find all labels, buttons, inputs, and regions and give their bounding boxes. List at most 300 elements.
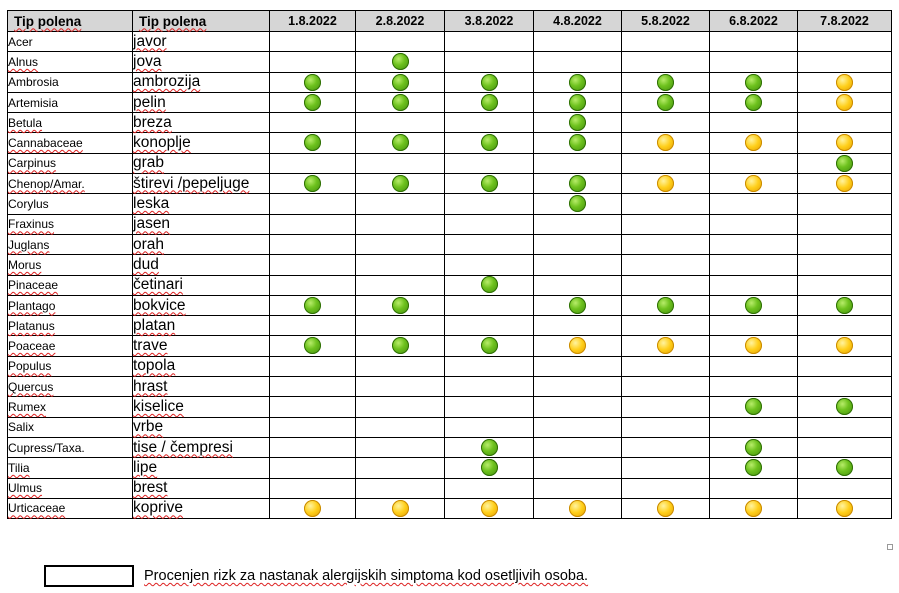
risk-cell — [356, 377, 445, 397]
risk-cell — [534, 397, 622, 417]
header-date: 7.8.2022 — [798, 11, 892, 32]
yellow-risk-dot-icon — [392, 500, 409, 517]
yellow-risk-dot-icon — [745, 500, 762, 517]
risk-cell — [356, 194, 445, 214]
risk-cell — [534, 72, 622, 92]
table-row — [8, 275, 892, 295]
risk-cell — [445, 316, 534, 336]
risk-cell — [534, 153, 622, 173]
yellow-risk-dot-icon — [657, 134, 674, 151]
risk-cell — [622, 356, 710, 376]
header-date: 6.8.2022 — [710, 11, 798, 32]
risk-cell — [534, 437, 622, 457]
yellow-risk-dot-icon — [745, 175, 762, 192]
risk-cell — [356, 113, 445, 133]
risk-cell — [798, 133, 892, 153]
risk-cell — [798, 275, 892, 295]
risk-cell — [270, 437, 356, 457]
risk-cell — [356, 356, 445, 376]
risk-cell — [534, 336, 622, 356]
table-row — [8, 214, 892, 234]
green-risk-dot-icon — [836, 297, 853, 314]
green-risk-dot-icon — [304, 175, 321, 192]
risk-cell — [710, 295, 798, 315]
yellow-risk-dot-icon — [745, 337, 762, 354]
yellow-risk-dot-icon — [304, 500, 321, 517]
latin-name: Morus — [8, 255, 133, 275]
green-risk-dot-icon — [657, 74, 674, 91]
green-risk-dot-icon — [392, 53, 409, 70]
risk-cell — [270, 214, 356, 234]
yellow-risk-dot-icon — [657, 500, 674, 517]
risk-cell — [270, 397, 356, 417]
serbian-name: jasen — [133, 214, 270, 234]
risk-cell — [798, 377, 892, 397]
risk-cell — [622, 397, 710, 417]
green-risk-dot-icon — [481, 439, 498, 456]
green-risk-dot-icon — [481, 175, 498, 192]
serbian-name: kiselice — [133, 397, 270, 417]
risk-cell — [710, 458, 798, 478]
risk-cell — [534, 92, 622, 112]
risk-cell — [710, 478, 798, 498]
yellow-risk-dot-icon — [569, 337, 586, 354]
risk-cell — [798, 255, 892, 275]
risk-cell — [270, 72, 356, 92]
risk-cell — [622, 437, 710, 457]
risk-cell — [445, 133, 534, 153]
serbian-name: grab — [133, 153, 270, 173]
table-row — [8, 133, 892, 153]
serbian-name: dud — [133, 255, 270, 275]
risk-cell — [622, 72, 710, 92]
latin-name: Betula — [8, 113, 133, 133]
risk-cell — [445, 397, 534, 417]
risk-cell — [534, 377, 622, 397]
latin-name: Artemisia — [8, 92, 133, 112]
header-date: 1.8.2022 — [270, 11, 356, 32]
risk-cell — [534, 113, 622, 133]
risk-cell — [270, 92, 356, 112]
risk-cell — [622, 336, 710, 356]
risk-cell — [710, 437, 798, 457]
risk-cell — [270, 295, 356, 315]
risk-cell — [798, 295, 892, 315]
green-risk-dot-icon — [304, 134, 321, 151]
table-row — [8, 174, 892, 194]
green-risk-dot-icon — [569, 94, 586, 111]
risk-cell — [798, 356, 892, 376]
risk-cell — [622, 255, 710, 275]
green-risk-dot-icon — [569, 74, 586, 91]
risk-cell — [445, 356, 534, 376]
latin-name: Acer — [8, 32, 133, 52]
serbian-name: konoplje — [133, 133, 270, 153]
risk-cell — [356, 234, 445, 254]
serbian-name: vrbe — [133, 417, 270, 437]
green-risk-dot-icon — [481, 94, 498, 111]
risk-cell — [270, 356, 356, 376]
green-risk-dot-icon — [836, 155, 853, 172]
risk-cell — [356, 336, 445, 356]
latin-name: Fraxinus — [8, 214, 133, 234]
table-row — [8, 194, 892, 214]
risk-cell — [622, 194, 710, 214]
header-date: 5.8.2022 — [622, 11, 710, 32]
risk-cell — [445, 214, 534, 234]
risk-cell — [356, 174, 445, 194]
serbian-name: leska — [133, 194, 270, 214]
serbian-name: jova — [133, 52, 270, 72]
risk-cell — [798, 478, 892, 498]
risk-cell — [534, 275, 622, 295]
risk-cell — [798, 92, 892, 112]
risk-cell — [534, 52, 622, 72]
risk-cell — [356, 498, 445, 518]
risk-cell — [445, 295, 534, 315]
risk-cell — [622, 316, 710, 336]
risk-cell — [622, 275, 710, 295]
risk-cell — [270, 194, 356, 214]
risk-cell — [798, 52, 892, 72]
green-risk-dot-icon — [304, 74, 321, 91]
risk-cell — [356, 133, 445, 153]
latin-name: Quercus — [8, 377, 133, 397]
table-row — [8, 234, 892, 254]
risk-cell — [356, 255, 445, 275]
green-risk-dot-icon — [392, 74, 409, 91]
risk-cell — [270, 234, 356, 254]
risk-cell — [710, 194, 798, 214]
risk-cell — [622, 214, 710, 234]
latin-name: Ambrosia — [8, 72, 133, 92]
serbian-name: bokvice — [133, 295, 270, 315]
risk-cell — [445, 52, 534, 72]
risk-cell — [622, 32, 710, 52]
yellow-risk-dot-icon — [836, 500, 853, 517]
green-risk-dot-icon — [657, 297, 674, 314]
header-date: 3.8.2022 — [445, 11, 534, 32]
latin-name: Tilia — [8, 458, 133, 478]
yellow-risk-dot-icon — [657, 337, 674, 354]
risk-cell — [710, 52, 798, 72]
risk-cell — [710, 32, 798, 52]
table-row — [8, 113, 892, 133]
latin-name: Corylus — [8, 194, 133, 214]
green-risk-dot-icon — [481, 276, 498, 293]
risk-cell — [356, 295, 445, 315]
risk-cell — [270, 113, 356, 133]
risk-cell — [534, 174, 622, 194]
risk-cell — [445, 478, 534, 498]
risk-cell — [270, 255, 356, 275]
risk-cell — [445, 377, 534, 397]
risk-cell — [445, 153, 534, 173]
risk-cell — [798, 153, 892, 173]
table-row — [8, 92, 892, 112]
risk-cell — [710, 174, 798, 194]
green-risk-dot-icon — [304, 94, 321, 111]
risk-cell — [622, 92, 710, 112]
risk-cell — [534, 498, 622, 518]
risk-cell — [534, 214, 622, 234]
pollen-table-body — [8, 32, 892, 519]
risk-cell — [622, 153, 710, 173]
risk-cell — [445, 417, 534, 437]
risk-cell — [622, 417, 710, 437]
green-risk-dot-icon — [657, 94, 674, 111]
green-risk-dot-icon — [304, 297, 321, 314]
serbian-name: javor — [133, 32, 270, 52]
green-risk-dot-icon — [836, 398, 853, 415]
risk-cell — [622, 498, 710, 518]
risk-cell — [622, 234, 710, 254]
legend-swatch — [44, 565, 134, 587]
risk-cell — [710, 92, 798, 112]
green-risk-dot-icon — [481, 337, 498, 354]
table-row — [8, 52, 892, 72]
green-risk-dot-icon — [745, 439, 762, 456]
yellow-risk-dot-icon — [836, 175, 853, 192]
risk-cell — [622, 478, 710, 498]
risk-cell — [270, 133, 356, 153]
risk-cell — [356, 397, 445, 417]
latin-name: Cupress/Taxa. — [8, 437, 133, 457]
risk-cell — [534, 234, 622, 254]
risk-cell — [356, 72, 445, 92]
green-risk-dot-icon — [392, 94, 409, 111]
table-row — [8, 437, 892, 457]
table-row — [8, 72, 892, 92]
risk-cell — [356, 437, 445, 457]
table-row — [8, 316, 892, 336]
latin-name: Rumex — [8, 397, 133, 417]
green-risk-dot-icon — [392, 175, 409, 192]
green-risk-dot-icon — [481, 134, 498, 151]
table-row — [8, 377, 892, 397]
pollen-table — [7, 10, 892, 519]
risk-cell — [445, 458, 534, 478]
risk-cell — [270, 377, 356, 397]
risk-cell — [622, 113, 710, 133]
risk-cell — [445, 32, 534, 52]
risk-cell — [622, 174, 710, 194]
risk-cell — [356, 92, 445, 112]
risk-cell — [798, 194, 892, 214]
header-date: 4.8.2022 — [534, 11, 622, 32]
risk-cell — [798, 498, 892, 518]
table-row — [8, 336, 892, 356]
risk-cell — [710, 72, 798, 92]
risk-cell — [710, 255, 798, 275]
latin-name: Alnus — [8, 52, 133, 72]
risk-cell — [445, 255, 534, 275]
serbian-name: ambrozija — [133, 72, 270, 92]
yellow-risk-dot-icon — [836, 74, 853, 91]
risk-cell — [622, 133, 710, 153]
risk-cell — [710, 316, 798, 336]
green-risk-dot-icon — [745, 459, 762, 476]
risk-cell — [356, 458, 445, 478]
risk-cell — [356, 153, 445, 173]
risk-cell — [534, 316, 622, 336]
risk-cell — [798, 174, 892, 194]
risk-cell — [710, 356, 798, 376]
risk-cell — [710, 336, 798, 356]
risk-cell — [798, 458, 892, 478]
table-resize-handle[interactable] — [887, 544, 893, 550]
risk-cell — [270, 478, 356, 498]
risk-cell — [534, 255, 622, 275]
header-date: 2.8.2022 — [356, 11, 445, 32]
legend-text: Procenjen rizk za nastanak alergijskih simptoma kod osetljivih osoba. — [144, 568, 589, 584]
green-risk-dot-icon — [392, 134, 409, 151]
yellow-risk-dot-icon — [836, 337, 853, 354]
latin-name: Cannabaceae — [8, 133, 133, 153]
green-risk-dot-icon — [569, 175, 586, 192]
table-row — [8, 458, 892, 478]
risk-cell — [445, 336, 534, 356]
risk-cell — [356, 316, 445, 336]
risk-cell — [710, 498, 798, 518]
risk-cell — [798, 72, 892, 92]
risk-cell — [710, 214, 798, 234]
risk-cell — [798, 417, 892, 437]
risk-cell — [534, 194, 622, 214]
risk-cell — [534, 478, 622, 498]
risk-cell — [534, 417, 622, 437]
risk-cell — [622, 295, 710, 315]
serbian-name: štirevi /pepeljuge — [133, 174, 270, 194]
header-latin: Tip polena — [8, 11, 133, 32]
risk-cell — [710, 275, 798, 295]
green-risk-dot-icon — [392, 337, 409, 354]
risk-cell — [445, 275, 534, 295]
risk-cell — [710, 377, 798, 397]
green-risk-dot-icon — [569, 134, 586, 151]
risk-cell — [534, 356, 622, 376]
green-risk-dot-icon — [745, 74, 762, 91]
green-risk-dot-icon — [745, 398, 762, 415]
serbian-name: breza — [133, 113, 270, 133]
risk-cell — [445, 72, 534, 92]
table-row — [8, 32, 892, 52]
latin-name: Urticaceae — [8, 498, 133, 518]
risk-cell — [356, 275, 445, 295]
risk-cell — [534, 32, 622, 52]
risk-cell — [710, 133, 798, 153]
green-risk-dot-icon — [569, 114, 586, 131]
risk-cell — [622, 377, 710, 397]
green-risk-dot-icon — [392, 297, 409, 314]
serbian-name: topola — [133, 356, 270, 376]
risk-cell — [798, 336, 892, 356]
serbian-name: četinari — [133, 275, 270, 295]
risk-cell — [710, 153, 798, 173]
yellow-risk-dot-icon — [569, 500, 586, 517]
green-risk-dot-icon — [481, 459, 498, 476]
header-serbian: Tip polena — [133, 11, 270, 32]
risk-cell — [710, 234, 798, 254]
table-row — [8, 295, 892, 315]
latin-name: Salix — [8, 417, 133, 437]
header-row — [8, 11, 892, 32]
table-row — [8, 478, 892, 498]
serbian-name: brest — [133, 478, 270, 498]
risk-cell — [445, 174, 534, 194]
risk-cell — [270, 498, 356, 518]
risk-cell — [356, 52, 445, 72]
risk-cell — [270, 153, 356, 173]
risk-cell — [798, 437, 892, 457]
risk-cell — [270, 32, 356, 52]
risk-cell — [445, 234, 534, 254]
risk-cell — [270, 458, 356, 478]
green-risk-dot-icon — [304, 337, 321, 354]
table-row — [8, 255, 892, 275]
risk-cell — [534, 295, 622, 315]
risk-cell — [534, 458, 622, 478]
table-row — [8, 397, 892, 417]
serbian-name: lipe — [133, 458, 270, 478]
risk-cell — [356, 478, 445, 498]
yellow-risk-dot-icon — [745, 134, 762, 151]
risk-cell — [270, 174, 356, 194]
yellow-risk-dot-icon — [657, 175, 674, 192]
risk-cell — [710, 417, 798, 437]
risk-cell — [534, 133, 622, 153]
latin-name: Pinaceae — [8, 275, 133, 295]
risk-cell — [798, 32, 892, 52]
green-risk-dot-icon — [481, 74, 498, 91]
green-risk-dot-icon — [569, 297, 586, 314]
risk-cell — [710, 397, 798, 417]
green-risk-dot-icon — [836, 459, 853, 476]
risk-cell — [270, 417, 356, 437]
serbian-name: platan — [133, 316, 270, 336]
green-risk-dot-icon — [745, 297, 762, 314]
risk-cell — [445, 194, 534, 214]
serbian-name: hrast — [133, 377, 270, 397]
green-risk-dot-icon — [745, 94, 762, 111]
risk-cell — [445, 437, 534, 457]
yellow-risk-dot-icon — [481, 500, 498, 517]
serbian-name: tise / čempresi — [133, 437, 270, 457]
serbian-name: koprive — [133, 498, 270, 518]
risk-cell — [798, 316, 892, 336]
risk-cell — [622, 458, 710, 478]
risk-cell — [270, 336, 356, 356]
latin-name: Carpinus — [8, 153, 133, 173]
serbian-name: pelin — [133, 92, 270, 112]
latin-name: Poaceae — [8, 336, 133, 356]
risk-cell — [798, 113, 892, 133]
table-row — [8, 153, 892, 173]
latin-name: Ulmus — [8, 478, 133, 498]
risk-cell — [445, 498, 534, 518]
latin-name: Platanus — [8, 316, 133, 336]
risk-cell — [270, 52, 356, 72]
yellow-risk-dot-icon — [836, 134, 853, 151]
green-risk-dot-icon — [569, 195, 586, 212]
risk-cell — [798, 397, 892, 417]
latin-name: Chenop/Amar. — [8, 174, 133, 194]
latin-name: Populus — [8, 356, 133, 376]
risk-cell — [356, 214, 445, 234]
risk-cell — [356, 32, 445, 52]
yellow-risk-dot-icon — [836, 94, 853, 111]
serbian-name: orah — [133, 234, 270, 254]
